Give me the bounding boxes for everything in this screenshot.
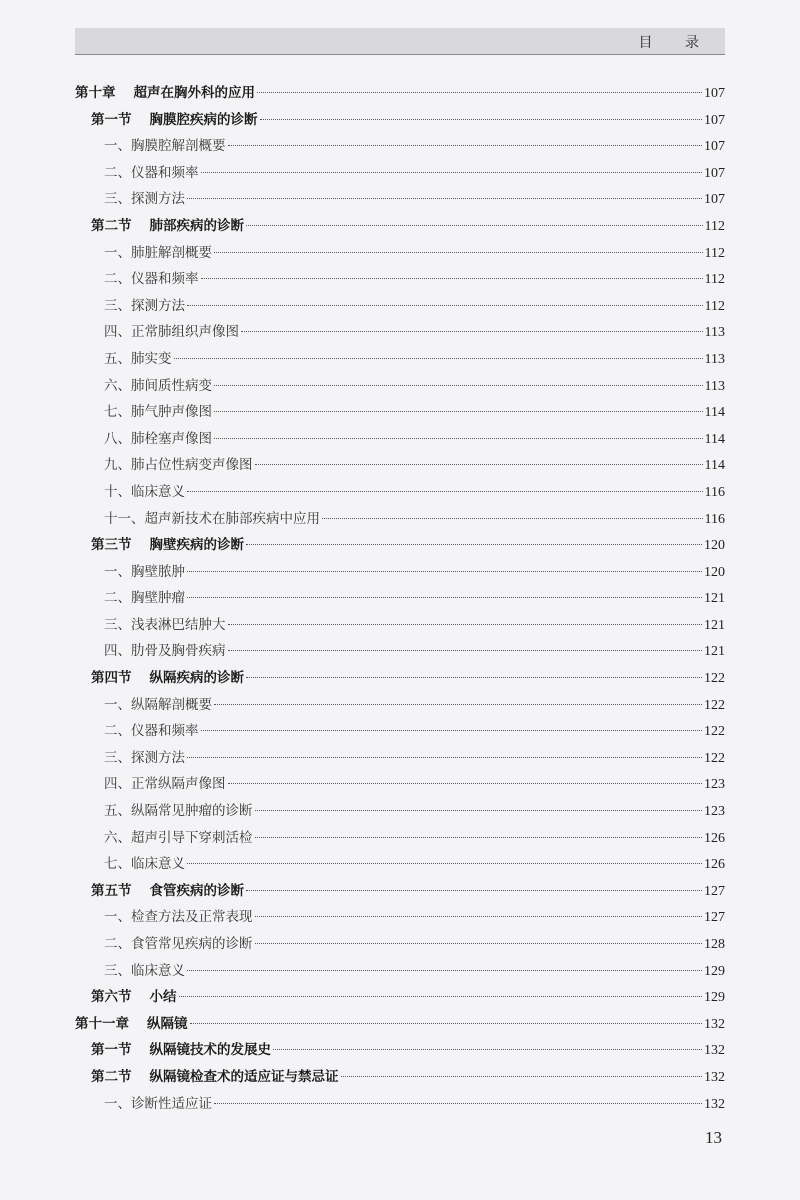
toc-entry-title: 胸膜腔疾病的诊断 <box>149 111 258 128</box>
toc-entry-page: 132 <box>704 1016 725 1032</box>
toc-entry-number: 第五节 <box>91 882 132 899</box>
toc-entry-number: 第一节 <box>91 1042 132 1059</box>
toc-chapter-entry <box>75 1011 725 1038</box>
toc-entry-page: 132 <box>704 1043 725 1059</box>
dot-leader <box>255 810 703 811</box>
dot-leader <box>255 837 703 838</box>
toc-entry-page: 123 <box>704 804 725 820</box>
dot-leader <box>201 730 703 731</box>
toc-entry-title: 食管疾病的诊断 <box>149 882 244 899</box>
toc-entry-label <box>91 1037 271 1064</box>
toc-entry-title: 仪器和频率 <box>131 723 199 740</box>
toc-entry-label <box>104 266 199 293</box>
toc-entry-page: 113 <box>704 378 725 394</box>
dot-leader <box>246 544 702 545</box>
running-header <box>75 28 725 55</box>
toc-entry-number: 二、 <box>104 590 131 607</box>
dot-leader <box>255 943 703 944</box>
toc-entry-number: 五、 <box>104 350 131 367</box>
toc-entry-title: 超声引导下穿刺活检 <box>131 829 253 846</box>
toc-subsection-entry <box>75 904 725 931</box>
dot-leader <box>260 119 703 120</box>
toc-entry-number: 三、 <box>104 297 131 314</box>
toc-entry-page: 132 <box>704 1069 725 1085</box>
toc-entry-label <box>75 80 255 107</box>
toc-entry-page: 122 <box>704 750 725 766</box>
toc-entry-number: 第一节 <box>91 111 132 128</box>
toc-entry-page: 128 <box>704 937 725 952</box>
toc-entry-title: 胸壁肿瘤 <box>131 590 185 607</box>
toc-entry-label <box>104 160 199 187</box>
toc-entry-number: 四、 <box>104 643 131 660</box>
toc-entry-number: 十一、 <box>104 510 145 527</box>
toc-subsection-entry <box>75 426 725 453</box>
dot-leader <box>322 518 703 519</box>
dot-leader <box>214 411 703 412</box>
dot-leader <box>241 331 703 332</box>
toc-entry-label <box>104 825 253 852</box>
toc-entry-label <box>91 878 244 905</box>
toc-entry-title: 肋骨及胸骨疾病 <box>131 643 226 660</box>
toc-subsection-entry <box>75 133 725 160</box>
toc-subsection-entry <box>75 745 725 772</box>
toc-subsection-entry <box>75 452 725 479</box>
dot-leader <box>214 1103 702 1104</box>
toc-entry-page: 107 <box>704 112 725 128</box>
toc-entry-label <box>75 1011 188 1038</box>
toc-subsection-entry <box>75 798 725 825</box>
toc-entry-number: 第十章 <box>75 85 116 101</box>
toc-entry-title: 纵隔镜检查术的适应证与禁忌证 <box>149 1068 339 1085</box>
toc-entry-number: 一、 <box>104 696 131 713</box>
toc-entry-page: 121 <box>704 617 725 633</box>
dot-leader <box>187 970 702 971</box>
toc-entry-number: 一、 <box>104 1095 131 1112</box>
toc-entry-title: 肺部疾病的诊断 <box>149 217 244 234</box>
dot-leader <box>214 385 703 386</box>
toc-entry-page: 112 <box>704 218 725 234</box>
toc-section-entry <box>75 1064 725 1091</box>
toc-entry-page: 123 <box>704 777 725 793</box>
toc-entry-title: 肺间质性病变 <box>131 377 212 394</box>
toc-entry-label <box>104 373 212 400</box>
toc-section-entry <box>75 878 725 905</box>
toc-entry-title: 检查方法及正常表现 <box>131 909 253 926</box>
toc-entry-title: 纵隔镜 <box>147 1015 188 1032</box>
toc-entry-title: 临床意义 <box>131 856 185 873</box>
toc-entry-number: 三、 <box>104 749 131 766</box>
toc-entry-title: 仪器和频率 <box>131 271 199 288</box>
dot-leader <box>228 650 703 651</box>
toc-entry-page: 113 <box>704 325 725 341</box>
toc-entry-number: 四、 <box>104 324 131 341</box>
dot-leader <box>187 571 702 572</box>
toc-entry-page: 120 <box>704 538 725 554</box>
toc-entry-label <box>91 984 177 1011</box>
toc-subsection-entry <box>75 266 725 293</box>
toc-entry-number: 八、 <box>104 430 131 447</box>
dot-leader <box>174 358 703 359</box>
toc-subsection-entry <box>75 638 725 665</box>
toc-entry-label <box>104 426 212 453</box>
toc-entry-label <box>104 638 226 665</box>
toc-entry-title: 肺栓塞声像图 <box>131 430 212 447</box>
toc-entry-label <box>104 745 185 772</box>
toc-entry-page: 113 <box>704 351 725 367</box>
toc-entry-page: 107 <box>704 165 725 181</box>
toc-entry-number: 第二节 <box>91 1068 132 1085</box>
toc-entry-page: 120 <box>704 564 725 580</box>
toc-subsection-entry <box>75 319 725 346</box>
toc-entry-number: 三、 <box>104 616 131 633</box>
toc-entry-number: 九、 <box>104 457 131 474</box>
toc-entry-page: 129 <box>704 990 725 1006</box>
toc-entry-title: 肺实变 <box>131 350 172 367</box>
toc-entry-page: 121 <box>704 591 725 607</box>
toc-entry-title: 正常纵隔声像图 <box>131 776 226 793</box>
toc-entry-page: 116 <box>704 511 725 527</box>
dot-leader <box>246 890 702 891</box>
toc-entry-number: 二、 <box>104 723 131 740</box>
toc-subsection-entry <box>75 293 725 320</box>
toc-entry-page: 121 <box>704 644 725 660</box>
dot-leader <box>214 704 702 705</box>
toc-entry-label <box>91 213 244 240</box>
toc-section-entry <box>75 213 725 240</box>
toc-subsection-entry <box>75 373 725 400</box>
toc-entry-page: 126 <box>704 830 725 846</box>
toc-entry-page: 107 <box>704 86 725 101</box>
dot-leader <box>179 996 703 997</box>
toc-entry-label <box>91 665 244 692</box>
toc-subsection-entry <box>75 771 725 798</box>
toc-entry-number: 七、 <box>104 856 131 873</box>
toc-entry-label <box>91 107 258 134</box>
toc-entry-label <box>104 319 239 346</box>
toc-entry-label <box>104 931 253 958</box>
toc-entry-page: 129 <box>704 963 725 979</box>
dot-leader <box>255 916 703 917</box>
dot-leader <box>341 1076 703 1077</box>
toc-entry-page: 114 <box>704 405 725 421</box>
toc-subsection-entry <box>75 612 725 639</box>
dot-leader <box>187 305 703 306</box>
dot-leader <box>187 491 703 492</box>
toc-entry-title: 浅表淋巴结肿大 <box>131 616 226 633</box>
toc-entry-number: 一、 <box>104 909 131 926</box>
dot-leader <box>187 863 702 864</box>
dot-leader <box>273 1049 702 1050</box>
toc-entry-label <box>104 293 185 320</box>
toc-entry-number: 二、 <box>104 271 131 288</box>
dot-leader <box>190 1023 703 1024</box>
toc-entry-title: 探测方法 <box>131 749 185 766</box>
toc-subsection-entry <box>75 851 725 878</box>
toc-entry-label <box>91 1064 339 1091</box>
dot-leader <box>214 438 703 439</box>
toc-section-entry <box>75 665 725 692</box>
page-number: 13 <box>705 1128 722 1147</box>
toc-entry-title: 纵隔疾病的诊断 <box>149 670 244 687</box>
toc-section-entry <box>75 107 725 134</box>
toc-entry-number: 第三节 <box>91 537 132 554</box>
toc-entry-title: 正常肺组织声像图 <box>131 324 239 341</box>
toc-entry-page: 114 <box>704 431 725 447</box>
toc-subsection-entry <box>75 346 725 373</box>
toc-entry-title: 纵隔解剖概要 <box>131 696 212 713</box>
toc-entry-title: 临床意义 <box>131 962 185 979</box>
dot-leader <box>246 225 703 226</box>
toc-entry-title: 纵隔镜技术的发展史 <box>149 1042 271 1059</box>
toc-subsection-entry <box>75 399 725 426</box>
toc-subsection-entry <box>75 718 725 745</box>
header-title: 目 录 <box>638 35 713 51</box>
toc-entry-page: 132 <box>704 1096 725 1112</box>
toc-entry-title: 胸壁脓肿 <box>131 563 185 580</box>
toc-entry-title: 纵隔常见肿瘤的诊断 <box>131 803 253 820</box>
toc-entry-title: 探测方法 <box>131 191 185 208</box>
toc-entry-page: 122 <box>704 671 725 687</box>
toc-entry-label <box>104 718 199 745</box>
toc-entry-number: 三、 <box>104 191 131 208</box>
toc-entry-number: 二、 <box>104 164 131 181</box>
toc-subsection-entry <box>75 1091 725 1118</box>
dot-leader <box>201 172 703 173</box>
toc-subsection-entry <box>75 931 725 958</box>
toc-entry-label <box>104 479 185 506</box>
toc-entry-number: 第二节 <box>91 217 132 234</box>
toc-entry-label <box>104 771 226 798</box>
toc-entry-label <box>104 798 253 825</box>
toc-entry-page: 126 <box>704 857 725 873</box>
toc-entry-page: 112 <box>704 272 725 288</box>
dot-leader <box>214 252 703 253</box>
toc-entry-number: 四、 <box>104 776 131 793</box>
toc-entry-label <box>104 692 212 719</box>
toc-entry-label <box>104 559 185 586</box>
toc-entry-number: 六、 <box>104 377 131 394</box>
dot-leader <box>228 624 703 625</box>
toc-entry-label <box>91 532 244 559</box>
toc-entry-title: 诊断性适应证 <box>131 1095 212 1112</box>
toc-entry-label <box>104 240 212 267</box>
toc-entry-number: 一、 <box>104 563 131 580</box>
toc-entry-page: 112 <box>704 245 725 261</box>
toc-entry-page: 122 <box>704 724 725 740</box>
dot-leader <box>187 597 702 598</box>
toc-entry-number: 一、 <box>104 138 131 155</box>
toc-entry-label <box>104 851 185 878</box>
table-of-contents <box>75 80 725 1117</box>
dot-leader <box>255 464 703 465</box>
toc-entry-label <box>104 506 320 533</box>
dot-leader <box>246 677 702 678</box>
dot-leader <box>228 783 703 784</box>
toc-entry-label <box>104 612 226 639</box>
toc-subsection-entry <box>75 160 725 187</box>
toc-entry-page: 116 <box>704 484 725 500</box>
toc-subsection-entry <box>75 240 725 267</box>
toc-subsection-entry <box>75 506 725 533</box>
toc-entry-number: 第四节 <box>91 670 132 687</box>
toc-entry-title: 胸壁疾病的诊断 <box>149 537 244 554</box>
dot-leader <box>187 757 702 758</box>
toc-entry-page: 114 <box>704 458 725 474</box>
toc-entry-title: 肺占位性病变声像图 <box>131 457 253 474</box>
toc-entry-title: 超声新技术在肺部疾病中应用 <box>144 510 320 527</box>
toc-subsection-entry <box>75 479 725 506</box>
toc-entry-title: 仪器和频率 <box>131 164 199 181</box>
toc-entry-title: 胸膜腔解剖概要 <box>131 138 226 155</box>
toc-section-entry <box>75 532 725 559</box>
toc-entry-number: 二、 <box>104 936 131 952</box>
toc-subsection-entry <box>75 825 725 852</box>
toc-section-entry <box>75 984 725 1011</box>
toc-entry-number: 三、 <box>104 962 131 979</box>
toc-entry-title: 超声在胸外科的应用 <box>133 85 255 101</box>
toc-entry-number: 六、 <box>104 829 131 846</box>
toc-subsection-entry <box>75 958 725 985</box>
toc-entry-label <box>104 346 172 373</box>
toc-chapter-entry <box>75 80 725 107</box>
toc-entry-label <box>104 904 253 931</box>
toc-entry-page: 107 <box>704 192 725 208</box>
toc-entry-label <box>104 399 212 426</box>
toc-subsection-entry <box>75 692 725 719</box>
toc-entry-page: 112 <box>704 298 725 314</box>
toc-entry-label <box>104 186 185 213</box>
toc-entry-label <box>104 1091 212 1118</box>
toc-entry-number: 七、 <box>104 404 131 421</box>
toc-subsection-entry <box>75 186 725 213</box>
dot-leader <box>257 92 702 93</box>
toc-entry-label <box>104 585 185 612</box>
toc-entry-title: 临床意义 <box>131 483 185 500</box>
toc-entry-page: 127 <box>704 910 725 926</box>
toc-entry-number: 十、 <box>104 483 131 500</box>
toc-entry-label <box>104 133 226 160</box>
toc-entry-number: 五、 <box>104 803 131 820</box>
toc-entry-page: 127 <box>704 883 725 899</box>
dot-leader <box>228 145 703 146</box>
toc-entry-page: 107 <box>704 139 725 155</box>
dot-leader <box>187 198 702 199</box>
toc-entry-number: 第六节 <box>91 989 132 1006</box>
toc-entry-title: 小结 <box>149 989 177 1006</box>
toc-subsection-entry <box>75 585 725 612</box>
dot-leader <box>201 278 703 279</box>
toc-entry-title: 肺脏解剖概要 <box>131 244 212 261</box>
toc-entry-number: 第十一章 <box>75 1015 129 1032</box>
toc-entry-title: 肺气肿声像图 <box>131 404 212 421</box>
toc-entry-title: 探测方法 <box>131 297 185 314</box>
toc-entry-label <box>104 452 253 479</box>
toc-subsection-entry <box>75 559 725 586</box>
toc-entry-number: 一、 <box>104 244 131 261</box>
toc-section-entry <box>75 1037 725 1064</box>
toc-entry-title: 食管常见疾病的诊断 <box>131 936 253 952</box>
toc-entry-page: 122 <box>704 697 725 713</box>
toc-entry-label <box>104 958 185 985</box>
